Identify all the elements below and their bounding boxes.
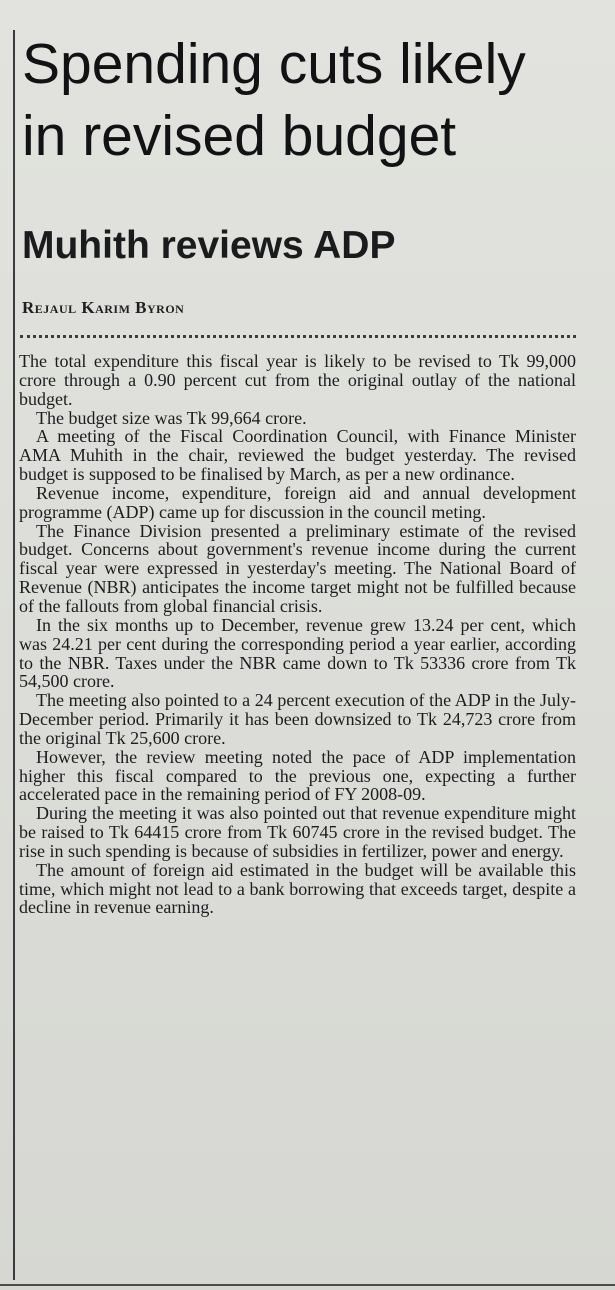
- paragraph: The amount of foreign aid estimated in the budget will be available this time, which might not lead to a bank borrowing that exceeds target, despite a decline in revenue earning.: [19, 859, 576, 918]
- headline-line-1: Spending cuts likely: [22, 32, 526, 96]
- paragraph: The Finance Division presented a preliminary estimate of the revised budget. Concerns about government's revenue income during the current fiscal year were expressed in yesterday's meeting. The National Board of Revenue (NBR) anticipates the income target might not be fulfilled because of the fallouts from global financial crisis.: [19, 520, 576, 616]
- paragraph: The total expenditure this fiscal year is likely to be revised to Tk 99,000 crore through a 0.90 percent cut from the original outlay of the national budget.: [19, 351, 576, 409]
- byline: Rejaul Karim Byron: [22, 298, 185, 317]
- paragraph: In the six months up to December, revenue grew 13.24 per cent, which was 24.21 per cent during the corresponding period a year earlier, according to the NBR. Taxes under the NBR came down to Tk 53336 crore from Tk 54,500 crore.: [19, 614, 576, 692]
- dotted-divider: [20, 335, 576, 338]
- bottom-rule: [0, 1284, 615, 1286]
- paragraph: The budget size was Tk 99,664 crore.: [36, 407, 307, 428]
- column-rule-left: [13, 30, 15, 1280]
- paragraph: During the meeting it was also pointed out that revenue expenditure might be raised to Tk 64415 crore from Tk 60745 crore in the revised budget. The rise in such spending is because of subsidies in fertilizer, power and energy.: [19, 803, 576, 861]
- paragraph: The meeting also pointed to a 24 percent execution of the ADP in the July-December period. Primarily it has been downsized to Tk 24,723 crore from the original Tk 25,600 crore.: [19, 690, 576, 748]
- headline: [22, 28, 607, 172]
- paragraph: Revenue income, expenditure, foreign aid and annual development programme (ADP) came up for discussion in the council meting.: [19, 482, 576, 522]
- paragraph: A meeting of the Fiscal Coordination Council, with Finance Minister AMA Muhith in the chair, reviewed the budget yesterday. The revised budget is supposed to be finalised by March, as per a new ordinance.: [19, 426, 576, 485]
- headline-line-2: in revised budget: [22, 104, 457, 168]
- subheadline: Muhith reviews ADP: [22, 224, 396, 267]
- paragraph: However, the review meeting noted the pace of ADP implementation higher this fiscal compared to the previous one, expecting a further accelerated pace in the remaining period of FY 2008-09.: [19, 746, 576, 805]
- article-body: [19, 352, 576, 917]
